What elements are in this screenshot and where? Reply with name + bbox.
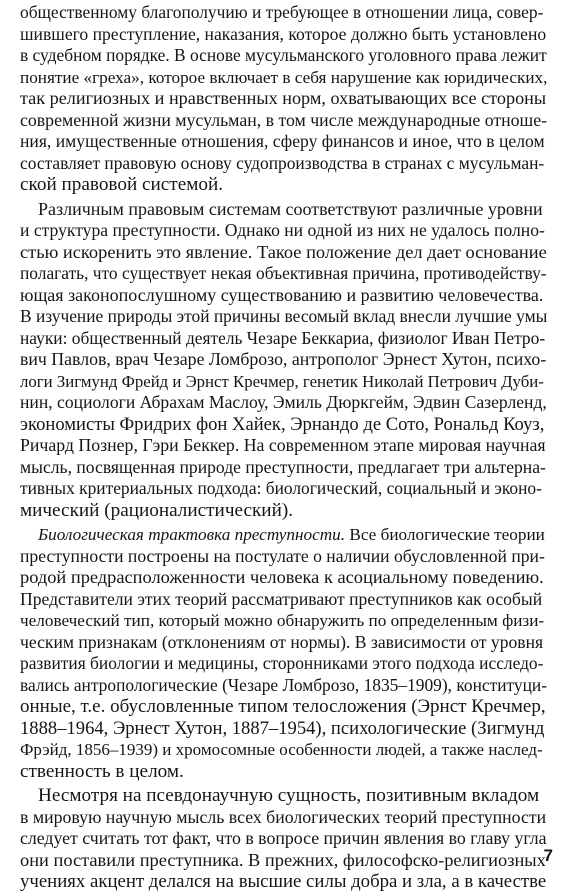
paragraph-4 bbox=[20, 785, 547, 893]
text-line: Представители этих теорий рассматривают преступников как особый bbox=[20, 588, 543, 609]
text-line: экономисты Фридрих фон Хайек, Эрнандо де Сото, Рональд Коуз, bbox=[20, 413, 545, 435]
text-line: онные, т.е. обусловленные типом телосложения (Эрнст Кречмер, bbox=[20, 696, 546, 717]
body-text bbox=[20, 2, 547, 893]
text-line: в судебном порядке. В основе мусульманского уголовного права лежит bbox=[20, 45, 547, 65]
text-line: логи Зигмунд Фрейд и Эрнст Кречмер, генетик Николай Петрович Дуби- bbox=[20, 371, 544, 391]
text-line: мысль, посвященная природе преступности, предлагает три альтерна- bbox=[20, 456, 546, 477]
text-line: и структура преступности. Однако ни одной из них не удалось полно- bbox=[20, 220, 545, 240]
text-line: в мировую научную мысль всех биологических теорий преступности bbox=[20, 806, 547, 827]
text-line: Несмотря на псевдонаучную сущность, позитивным вкладом bbox=[38, 785, 540, 806]
text-line: преступности построены на постулате о наличии обусловленной при- bbox=[20, 545, 545, 566]
text-line: составляет правовую основу судопроизводства в странах с мусульман- bbox=[20, 152, 545, 173]
section-heading-inline: Биологическая трактовка преступности. bbox=[38, 525, 346, 544]
text-line: мический (рационалистический). bbox=[20, 499, 294, 521]
text-line: так религиозных и нравственных норм, охватывающих все стороны bbox=[20, 88, 547, 108]
text-line: развития биологии и медицины, сторонниками этого подхода исследо- bbox=[20, 653, 544, 673]
text-line: вич Павлов, врач Чезаре Ломброзо, антрополог Эрнест Хутон, психо- bbox=[20, 349, 547, 369]
text-line: ческим признакам (отклонениям от нормы). В зависимости от уровня bbox=[20, 631, 544, 652]
text-line bbox=[20, 524, 547, 546]
paragraph-3 bbox=[20, 524, 547, 782]
text-run: Все биологические теории bbox=[345, 525, 545, 544]
text-line: современной жизни мусульман, в том числе международные отноше- bbox=[20, 109, 548, 130]
text-line: общественному благополучию и требующее в отношении лица, совер- bbox=[20, 2, 544, 22]
text-line: тивных критериальных подхода: биологический, социальный и эконо- bbox=[20, 478, 542, 498]
text-line: вались антропологические (Чезаре Ломброзо, 1835–1909), конституци- bbox=[20, 674, 547, 695]
text-line: родой предрасположенности человека к асоциальному поведению. bbox=[20, 567, 544, 587]
text-line: понятие «греха», которое включает в себя нарушение как юридических, bbox=[20, 67, 548, 87]
text-line: В изучение природы этой причины весомый вклад внесли лучшие умы bbox=[20, 306, 548, 326]
text-line: Ричард Познер, Гэри Беккер. На современном этапе мировая научная bbox=[20, 435, 546, 455]
text-line: полагать, что существует некая объективная причина, противодейству- bbox=[20, 263, 547, 283]
text-line: Различным правовым системам соответствуют различные уровни bbox=[38, 198, 543, 219]
text-line: науки: общественный деятель Чезаре Беккариа, физиолог Иван Петро- bbox=[20, 327, 546, 348]
paragraph-2 bbox=[20, 199, 547, 522]
text-line: шившего преступление, наказания, которое должно быть установлено bbox=[20, 23, 547, 44]
text-line: Фрэйд, 1856–1939) и хромосомные особенности людей, а также наслед- bbox=[20, 740, 543, 759]
text-line: 1888–1964, Эрнест Хутон, 1887–1954), психологические (Зигмунд bbox=[20, 717, 545, 739]
text-line: ющая законопослушному существованию и развитию человечества. bbox=[20, 284, 544, 305]
text-line: стью искоренить это явление. Такое положение дел дает основание bbox=[20, 241, 547, 262]
text-line: они поставили преступника. В прежних, философско-религиозных bbox=[20, 849, 546, 870]
text-line: ской правовой системой. bbox=[20, 174, 224, 195]
text-line: следует считать тот факт, что в вопросе причин явления во главу угла bbox=[20, 828, 547, 848]
paragraph-1 bbox=[20, 2, 547, 196]
text-line: ственность в целом. bbox=[20, 760, 184, 782]
text-line: ния, имущественные отношения, сферу финансов и иное, что в целом bbox=[20, 131, 545, 151]
page-number: 7 bbox=[543, 846, 553, 865]
text-line: нин, социологи Абрахам Маслоу, Эмиль Дюркгейм, Эдвин Сазерленд, bbox=[20, 392, 547, 412]
text-line: человеческий тип, который можно обнаружить по определенным физи- bbox=[20, 611, 545, 630]
text-line: учениях акцент делался на высшие силы добра и зла, а в качестве bbox=[20, 871, 547, 892]
